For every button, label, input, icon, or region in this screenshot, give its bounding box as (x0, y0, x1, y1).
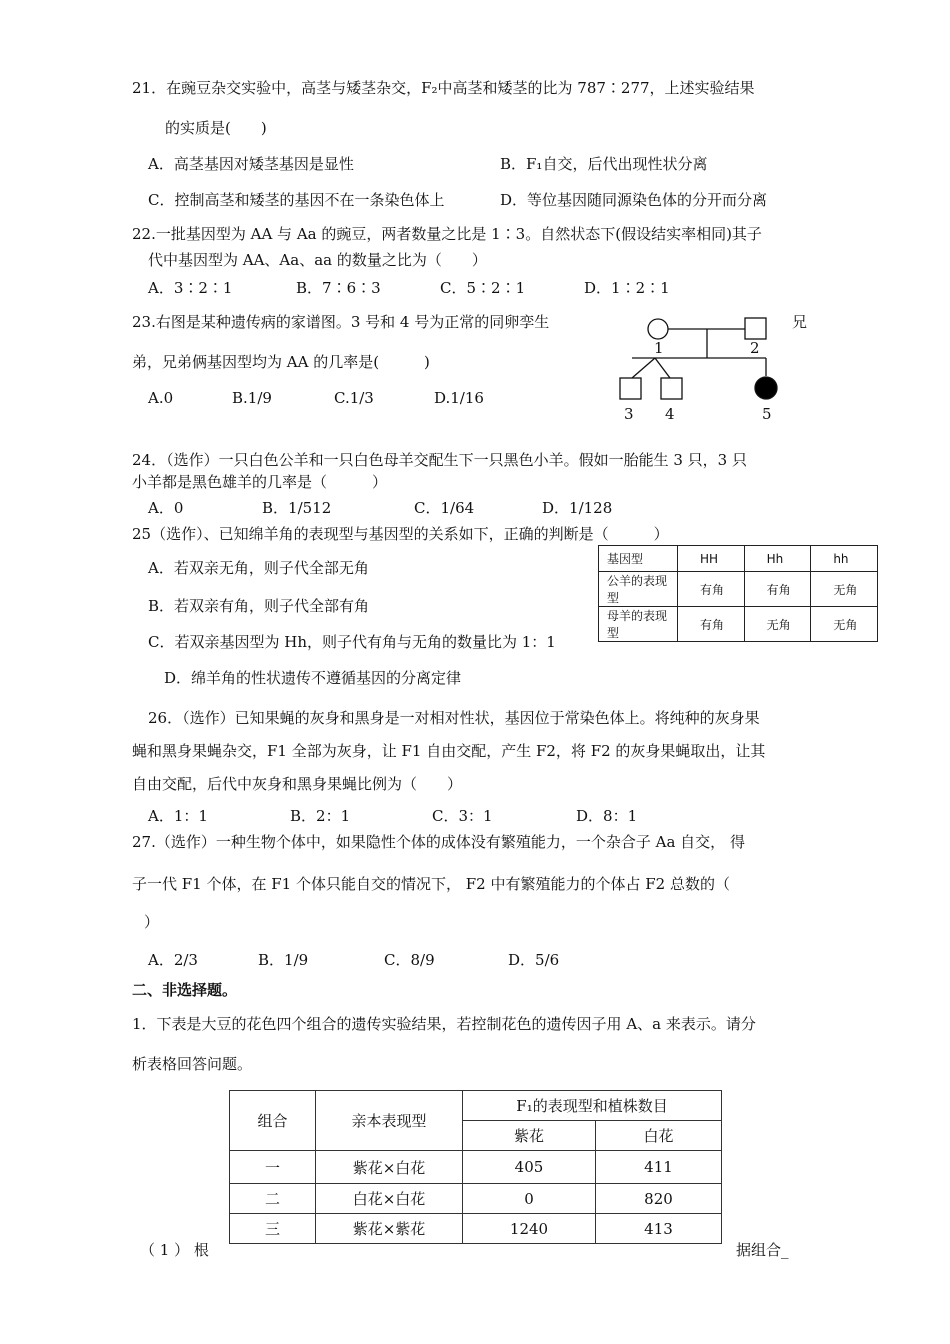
table-header-f1: F₁的表现型和植株数目 (463, 1091, 722, 1121)
table-header-purple: 紫花 (463, 1121, 596, 1151)
table-header-white: 白花 (596, 1121, 722, 1151)
pedigree-label-5: 5 (762, 405, 772, 423)
q23-option-b: B.1/9 (232, 389, 272, 407)
q23-option-a: A.0 (148, 389, 174, 407)
q25-option-b: B．若双亲有角，则子代全部有角 (148, 597, 370, 615)
q24-stem-line1: 24．（选作）一只白色公羊和一只白色母羊交配生下一只黑色小羊。假如一胎能生 3 只，3 只 (132, 451, 747, 469)
q26-stem-line1: 26．（选作）已知果蝇的灰身和黑身是一对相对性状，基因位于常染色体上。将纯种的灰身果 (148, 709, 760, 727)
q27-stem-line3: ） (144, 913, 160, 931)
q24-option-b: B．1/512 (262, 499, 332, 517)
q26-stem-line2: 蝇和黑身果蝇杂交，F1 全部为灰身，让 F1 自由交配，产生 F2，将 F2 的灰身果蝇取出，让其 (132, 742, 766, 760)
q21-option-d: D．等位基因随同源染色体的分开而分离 (500, 191, 768, 209)
table-cell: 白花×白花 (316, 1184, 463, 1214)
table-row (230, 1184, 722, 1214)
q27-option-c: C．8/9 (384, 951, 435, 969)
q26-option-c: C．3：1 (432, 807, 493, 825)
q22-option-b: B．7∶6∶3 (296, 279, 381, 297)
table-row (230, 1151, 722, 1184)
table-cell: 有角 (678, 607, 745, 642)
table-cell: Hh (744, 546, 811, 572)
table-cell: 公羊的表现型 (599, 572, 678, 607)
table-row (599, 607, 878, 642)
table-cell: 三 (230, 1214, 316, 1244)
table-cell: 有角 (744, 572, 811, 607)
genotype-table (598, 545, 878, 642)
q25-stem: 25（选作）、已知绵羊角的表现型与基因型的关系如下，正确的判断是（ ） (132, 525, 669, 543)
table-row (599, 572, 878, 607)
table-cell: 无角 (811, 572, 878, 607)
table-row (599, 546, 878, 572)
q25-option-a: A．若双亲无角，则子代全部无角 (148, 559, 369, 577)
q21-option-b: B．F₁自交，后代出现性状分离 (500, 155, 708, 173)
table-cell: 无角 (744, 607, 811, 642)
table-cell: 一 (230, 1151, 316, 1184)
table-cell: 母羊的表现型 (599, 607, 678, 642)
q27-stem-line2: 子一代 F1 个体，在 F1 个体只能自交的情况下， F2 中有繁殖能力的个体占 F2 总数的（ (132, 875, 730, 893)
pedigree-label-4: 4 (665, 405, 675, 423)
q23-option-d: D.1/16 (434, 389, 484, 407)
table-cell: 1240 (463, 1214, 596, 1244)
q27-option-a: A．2/3 (148, 951, 198, 969)
table-row (230, 1091, 722, 1121)
pedigree-male-2 (745, 318, 766, 339)
q21-option-a: A．高茎基因对矮茎基因是显性 (148, 155, 354, 173)
q23-option-c: C.1/3 (334, 389, 374, 407)
q24-option-a: A．0 (148, 499, 184, 517)
q23-stem-line1-end: 兄 (792, 313, 808, 331)
q21-stem-line1: 21．在豌豆杂交实验中，高茎与矮茎杂交，F₂中高茎和矮茎的比为 787∶277，上述实验结果 (132, 79, 755, 97)
q24-stem-line2: 小羊都是黑色雄羊的几率是（ ） (132, 473, 388, 491)
q23-stem-line1: 23.右图是某种遗传病的家谱图。3 号和 4 号为正常的同卵孪生 (132, 313, 550, 331)
table-cell: 二 (230, 1184, 316, 1214)
pedigree-label-3: 3 (624, 405, 634, 423)
table-cell: 紫花×白花 (316, 1151, 463, 1184)
q26-option-a: A．1：1 (148, 807, 208, 825)
table-cell: 基因型 (599, 546, 678, 572)
q26-option-b: B．2：1 (290, 807, 351, 825)
section-title: 二、非选择题。 (132, 981, 238, 999)
q21-option-c: C．控制高茎和矮茎的基因不在一条染色体上 (148, 191, 445, 209)
s2-sub1-left: （ 1 ） 根 (140, 1241, 209, 1259)
table-row (230, 1214, 722, 1244)
q22-option-c: C．5∶2∶1 (440, 279, 526, 297)
q26-stem-line3: 自由交配，后代中灰身和黑身果蝇比例为（ ） (132, 775, 463, 793)
q24-option-d: D．1/128 (542, 499, 613, 517)
q22-option-d: D．1∶2∶1 (584, 279, 670, 297)
table-cell: hh (811, 546, 878, 572)
q27-stem-line1: 27.（选作）一种生物个体中，如果隐性个体的成体没有繁殖能力，一个杂合子 Aa 自交， 得 (132, 833, 745, 851)
table-cell: HH (678, 546, 745, 572)
table-cell: 411 (596, 1151, 722, 1184)
q22-option-a: A．3∶2∶1 (148, 279, 233, 297)
q27-option-d: D．5/6 (508, 951, 560, 969)
q21-stem-line2: 的实质是( ) (165, 119, 267, 137)
q26-option-d: D．8：1 (576, 807, 638, 825)
q22-stem-line2: 代中基因型为 AA、Aa、aa 的数量之比为（ ） (148, 251, 487, 269)
flower-color-table (229, 1090, 722, 1244)
table-cell: 0 (463, 1184, 596, 1214)
pedigree-label-1: 1 (654, 339, 664, 357)
q27-option-b: B．1/9 (258, 951, 309, 969)
table-cell: 紫花×紫花 (316, 1214, 463, 1244)
pedigree-male-3 (620, 378, 641, 399)
q23-stem-line2: 弟，兄弟俩基因型均为 AA 的几率是( ) (132, 353, 430, 371)
q24-option-c: C．1/64 (414, 499, 475, 517)
q25-option-c: C．若双亲基因型为 Hh，则子代有角与无角的数量比为 1：1 (148, 633, 556, 651)
s2-q1-line1: 1．下表是大豆的花色四个组合的遗传实验结果，若控制花色的遗传因子用 A、a 来表示。请分 (132, 1015, 756, 1033)
table-cell: 无角 (811, 607, 878, 642)
pedigree-female-1 (648, 319, 668, 339)
q22-stem-line1: 22.一批基因型为 AA 与 Aa 的豌豆，两者数量之比是 1∶3。自然状态下(假设结实率相同)其子 (132, 225, 762, 243)
table-cell: 有角 (678, 572, 745, 607)
q25-option-d: D．绵羊角的性状遗传不遵循基因的分离定律 (164, 669, 462, 687)
table-cell: 405 (463, 1151, 596, 1184)
pedigree-label-2: 2 (750, 339, 760, 357)
table-cell: 413 (596, 1214, 722, 1244)
pedigree-male-4 (661, 378, 682, 399)
table-cell: 820 (596, 1184, 722, 1214)
table-header-parents: 亲本表现型 (316, 1091, 463, 1151)
pedigree-affected-5 (755, 377, 777, 399)
s2-sub1-right: 据组合_ (736, 1241, 789, 1259)
table-header-group: 组合 (230, 1091, 316, 1151)
s2-q1-line2: 析表格回答问题。 (132, 1055, 253, 1073)
